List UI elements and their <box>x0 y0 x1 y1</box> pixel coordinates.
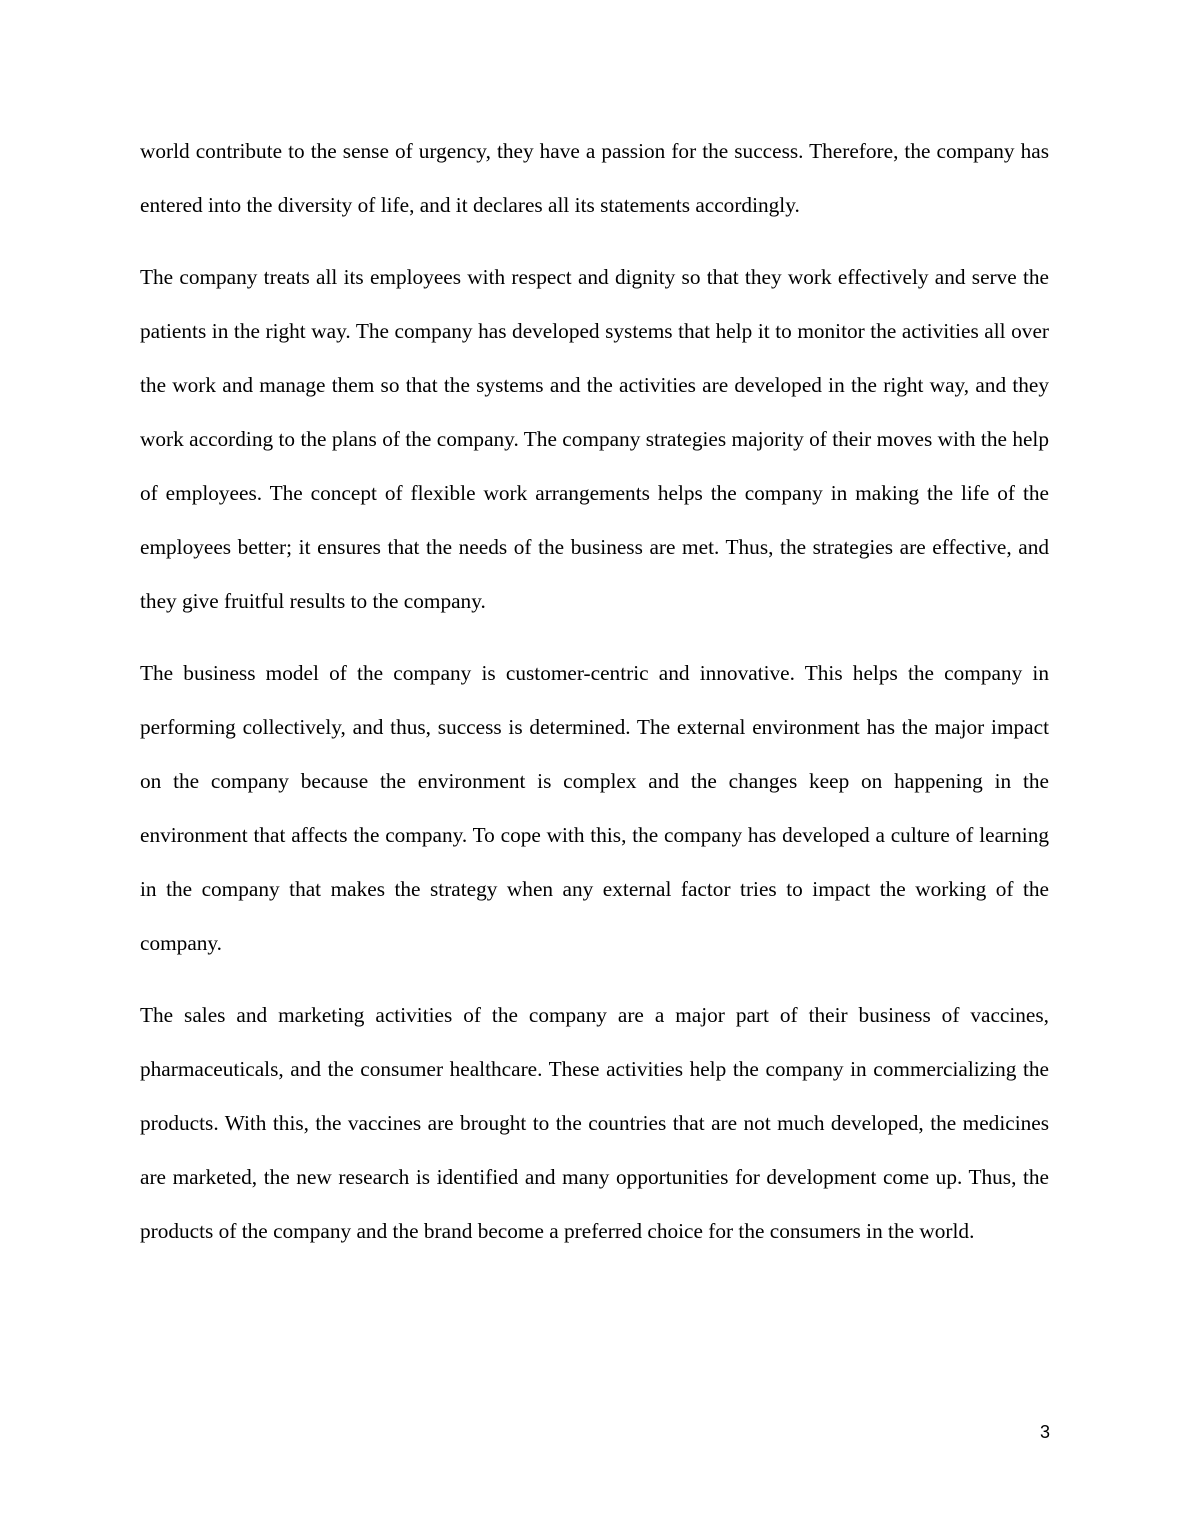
paragraph-3: The business model of the company is customer-centric and innovative. This helps the company in performing collectively, and thus, success is determined. The external environment has the major impact on the company because the environment is complex and the changes keep on happening in the environment that affects the company. To cope with this, the company has developed a culture of learning in the company that makes the strategy when any external factor tries to impact the working of the company. <box>140 661 1049 955</box>
paragraph-1: world contribute to the sense of urgency, they have a passion for the success. Therefore, the company has entered into the diversity of life, and it declares all its statements accordingly. <box>140 139 1049 217</box>
body-text <box>140 125 1049 1277</box>
paragraph-4: The sales and marketing activities of the company are a major part of their business of vaccines, pharmaceuticals, and the consumer healthcare. These activities help the company in commercializing the products. With this, the vaccines are brought to the countries that are not much developed, the medicines are marketed, the new research is identified and many opportunities for development come up. Thus, the products of the company and the brand become a preferred choice for the consumers in the world. <box>140 1003 1049 1243</box>
page-number: 3 <box>1039 1422 1050 1442</box>
paragraph-2: The company treats all its employees with respect and dignity so that they work effectively and serve the patients in the right way. The company has developed systems that help it to monitor the activities all over the work and manage them so that the systems and the activities are developed in the right way, and they work according to the plans of the company. The company strategies majority of their moves with the help of employees. The concept of flexible work arrangements helps the company in making the life of the employees better; it ensures that the needs of the business are met. Thus, the strategies are effective, and they give fruitful results to the company. <box>140 265 1049 613</box>
